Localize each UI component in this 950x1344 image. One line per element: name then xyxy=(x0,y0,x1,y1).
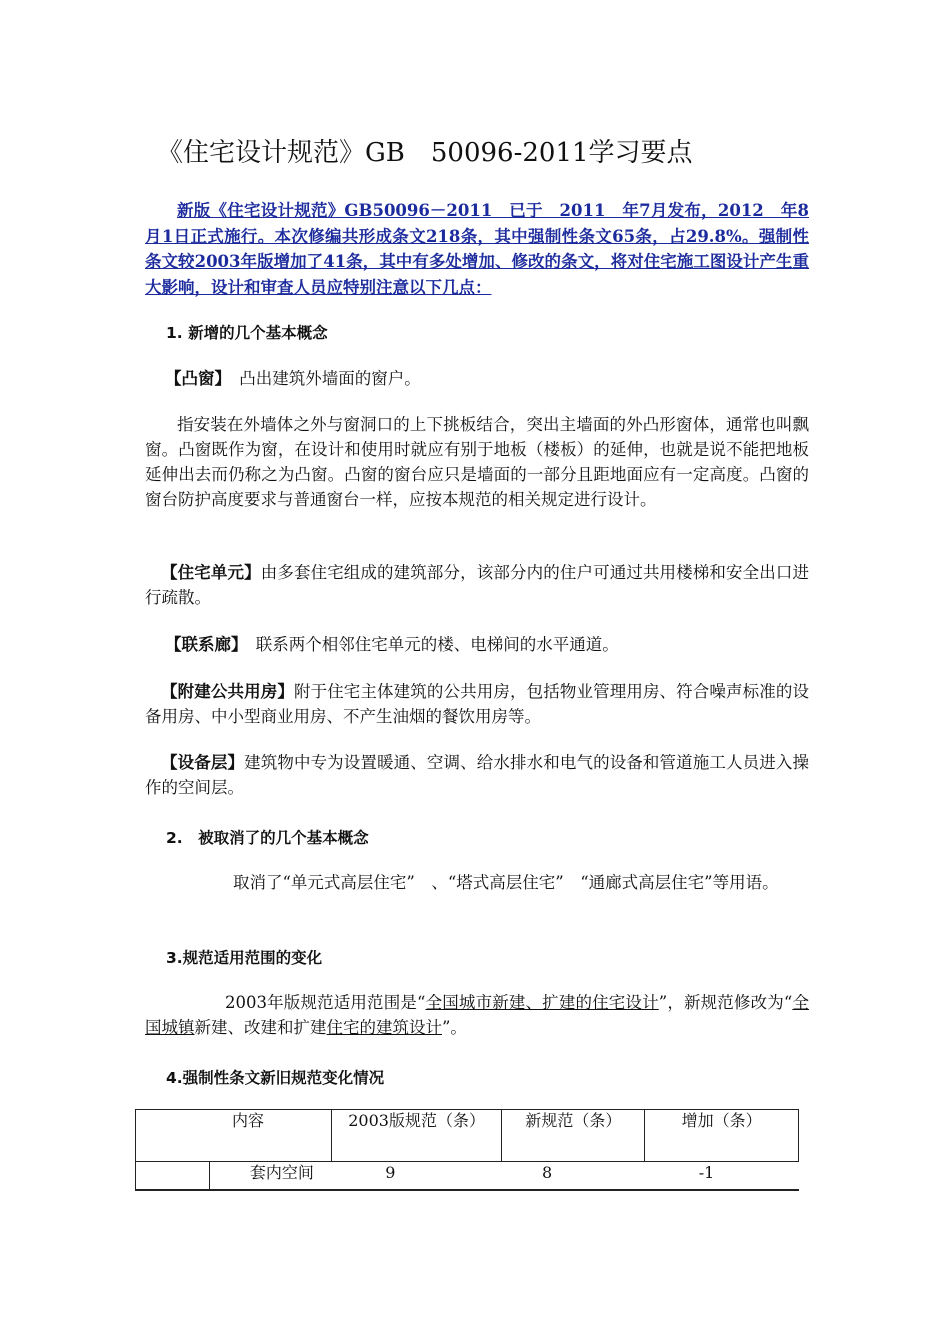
section-2-heading: 2. 被取消了的几个基本概念 xyxy=(166,829,369,847)
header-2003: 2003版规范（条） xyxy=(331,1110,502,1162)
scope-text: ”。 xyxy=(442,1018,467,1037)
term-connecting-corridor xyxy=(145,632,809,657)
new-scope-underlined: 全国城镇 xyxy=(145,993,809,1037)
section-3-heading: 3.规范适用范围的变化 xyxy=(166,949,323,967)
term-definition: 建筑物中专为设置暖通、空调、给水排水和电气的设备和管道施工人员进入操作的空间层。 xyxy=(145,753,810,797)
term-label: 【联系廊】 xyxy=(165,635,240,654)
scope-text: ”，新规范修改为“ xyxy=(658,993,793,1012)
bay-window-note: 指安装在外墙体之外与窗洞口的上下挑板结合，突出主墙面的外凸形窗体，通常也叫飘窗。凸窗既作为窗，在设计和使用时就应有别于地板（楼板）的延伸，也就是说不能把地板延伸出去而仍称之为凸窗。凸窗的窗台应只是墙面的一部分且距地面应有一定高度。凸窗的窗台防护高度要求与普通窗台一样，应按本规范的相关规定进行设计。 xyxy=(145,415,809,509)
term-label: 【附建公共用房】 xyxy=(161,682,294,701)
table-header-row xyxy=(136,1110,799,1162)
document-title: 《住宅设计规范》GB 50096-2011学习要点 xyxy=(157,138,693,168)
term-label: 【设备层】 xyxy=(161,753,245,772)
cell-item: 套内空间 xyxy=(209,1162,331,1190)
term-bay-window xyxy=(145,366,809,391)
term-label: 【凸窗】 xyxy=(165,369,223,388)
header-added: 增加（条） xyxy=(645,1110,799,1162)
term-label: 【住宅单元】 xyxy=(161,563,261,582)
header-content: 内容 xyxy=(136,1110,332,1162)
section-4-heading: 4.强制性条文新旧规范变化情况 xyxy=(166,1069,385,1087)
term-definition: 联系两个相邻住宅单元的楼、电梯间的水平通道。 xyxy=(239,635,619,654)
mandatory-clauses-table xyxy=(135,1109,799,1190)
cell-old: 9 xyxy=(331,1162,502,1190)
section-3-text xyxy=(145,990,809,1040)
term-equipment-floor xyxy=(145,750,809,800)
term-residential-unit xyxy=(145,560,809,610)
section-1-heading: 1. 新增的几个基本概念 xyxy=(166,324,328,342)
scope-text: 新建、改建和扩建 xyxy=(194,1018,327,1037)
term-definition: 附于住宅主体建筑的公共用房，包括物业管理用房、符合噪声标准的设备用房、中小型商业用房、不产生油烟的餐饮用房等。 xyxy=(145,682,810,726)
table-row xyxy=(136,1162,799,1190)
cell-delta: -1 xyxy=(645,1162,799,1190)
old-scope-underlined: 全国城市新建、扩建的住宅设计 xyxy=(425,993,659,1012)
cell-new: 8 xyxy=(502,1162,645,1190)
new-scope-underlined: 住宅的建筑设计 xyxy=(326,1018,442,1037)
term-definition: 凸出建筑外墙面的窗户。 xyxy=(222,369,421,388)
section-2-text: 取消了“单元式高层住宅” 、“塔式高层住宅” “通廊式高层住宅”等用语。 xyxy=(233,873,779,892)
group-cell xyxy=(136,1162,210,1190)
table-bottom-rule xyxy=(135,1190,799,1191)
term-attached-public-rooms xyxy=(145,679,809,729)
intro-paragraph[interactable]: 新版《住宅设计规范》GB50096－2011 已于 2011 年7月发布，2012 年8月1日正式施行。本次修编共形成条文218条，其中强制性条文65条，占29.8%。强制性条文较2003年版增加了41条，其中有多处增加、修改的条文，将对住宅施工图设计产生重大影响，设计和审查人员应特别注意以下几点： xyxy=(145,201,809,297)
scope-text: 2003年版规范适用范围是“ xyxy=(225,993,426,1012)
header-new: 新规范（条） xyxy=(502,1110,645,1162)
term-definition: 由多套住宅组成的建筑部分，该部分内的住户可通过共用楼梯和安全出口进行疏散。 xyxy=(145,563,810,607)
